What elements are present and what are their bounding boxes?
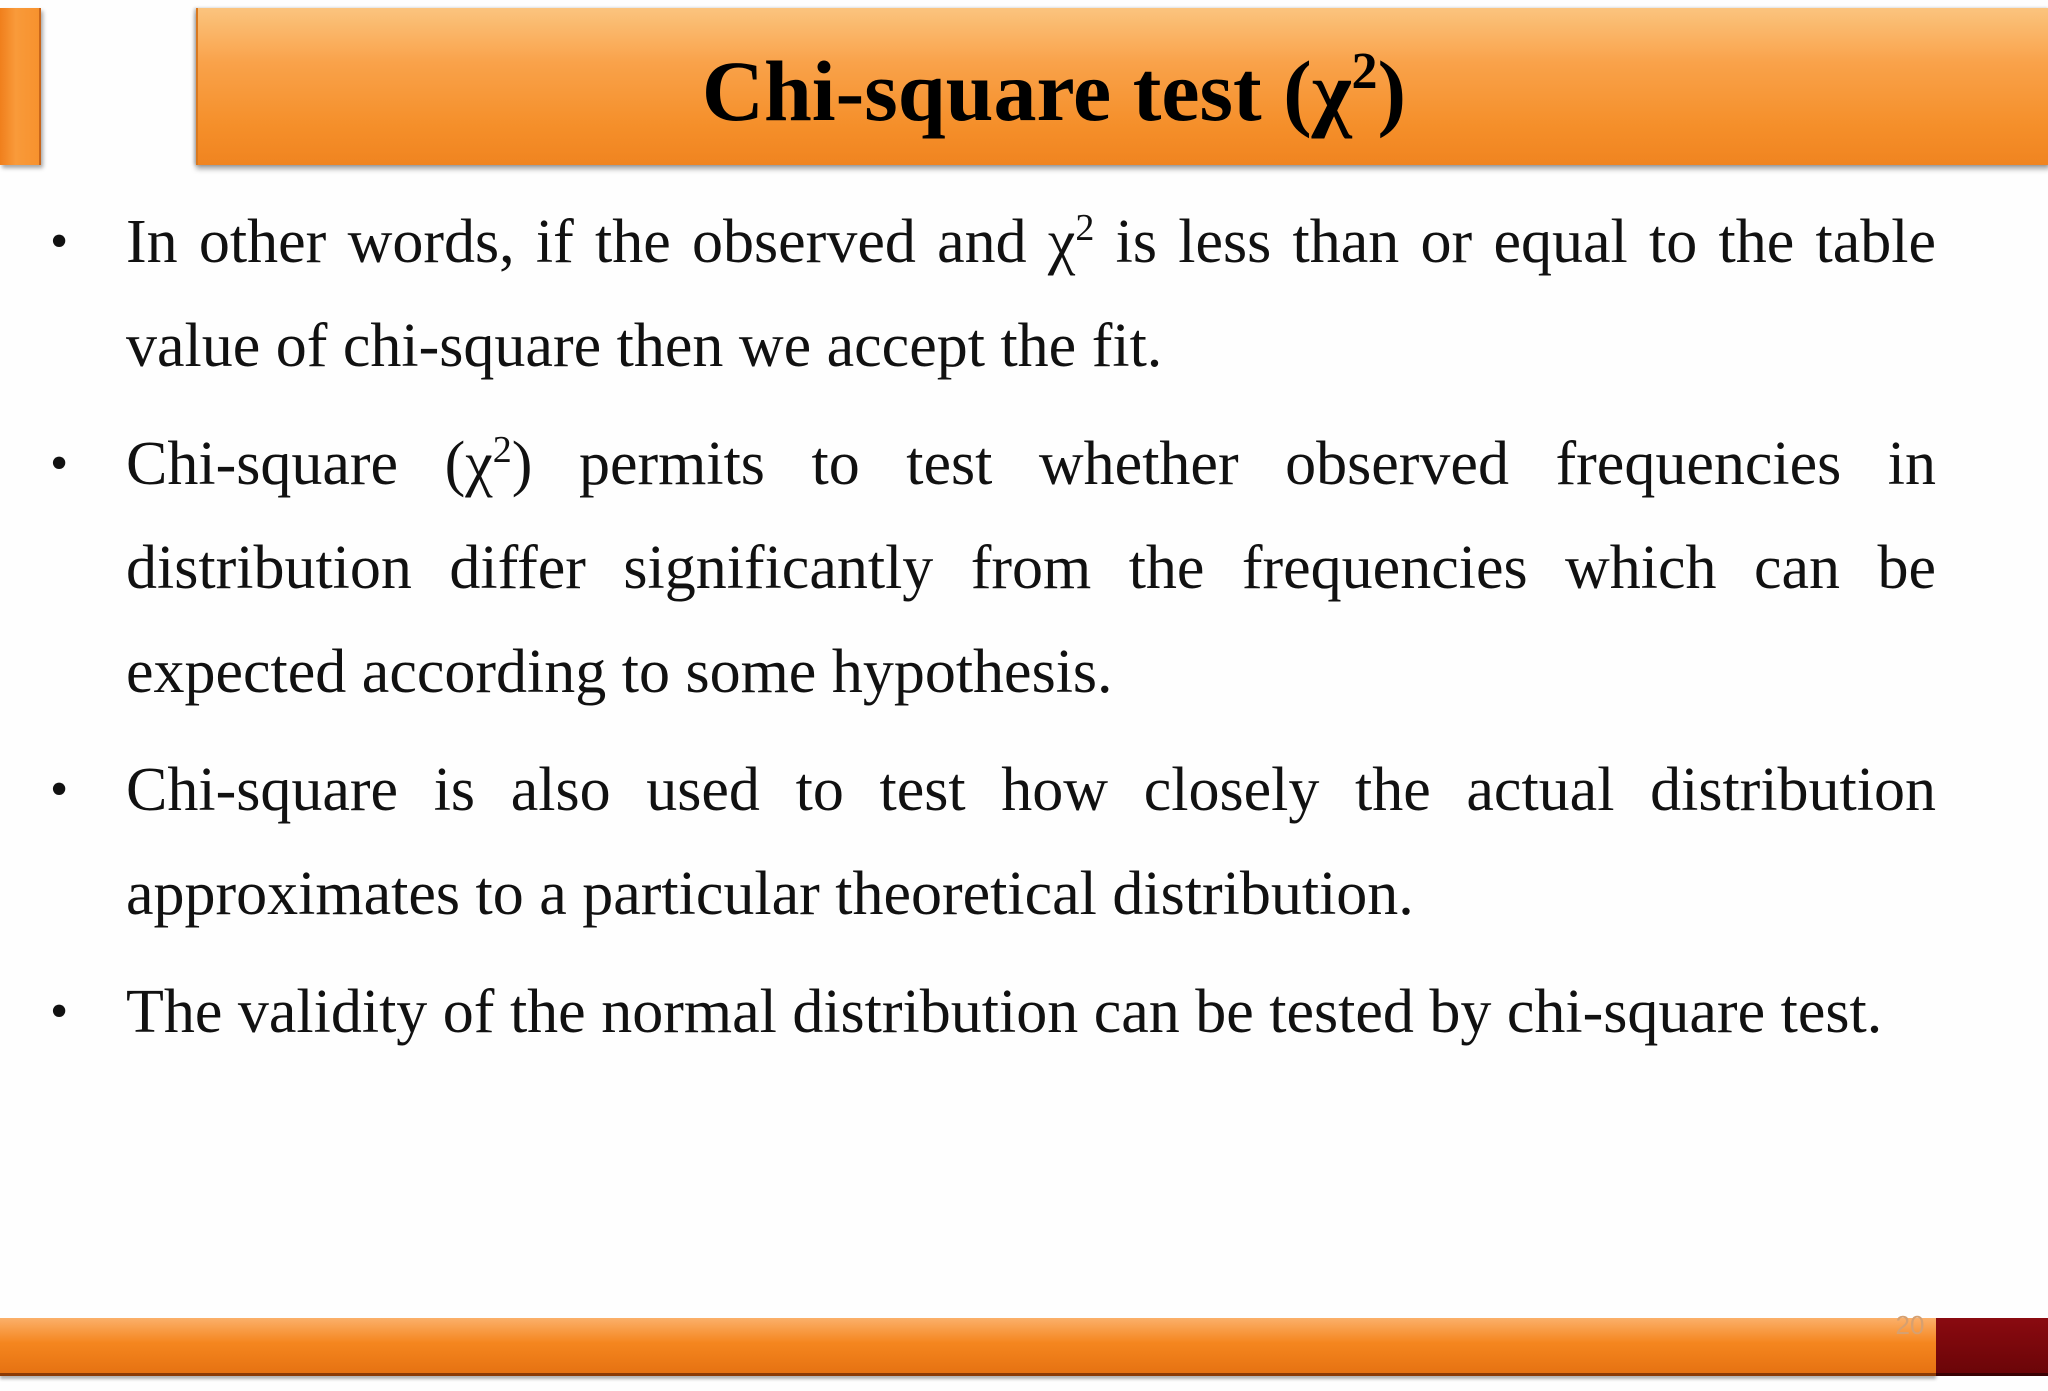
bullet-item-3 <box>50 738 1936 946</box>
bullet-item-2 <box>50 412 1936 724</box>
footer-bar <box>0 1318 1936 1376</box>
bullet-superscript: 2 <box>1075 207 1095 249</box>
bullet-item-1 <box>50 190 1936 398</box>
title-bar <box>196 8 2048 165</box>
bullet-dot: • <box>50 213 69 270</box>
bullet-superscript: 2 <box>492 429 512 471</box>
bullet-list <box>50 190 1936 1078</box>
footer-dark-block <box>1936 1318 2048 1376</box>
bullet-text-post: ) permits to test whether observed frequencies in distribution differ significantly from the frequencies which can be expected according to some hypothesis. <box>126 430 1937 706</box>
bullet-text-post: is less than or equal to the table value of chi-square then we accept the fit. <box>126 208 1936 380</box>
slide-title-superscript: 2 <box>1351 43 1378 100</box>
page-number: 20 <box>1895 1310 1925 1340</box>
bullet-dot: • <box>50 983 69 1040</box>
bullet-dot: • <box>50 435 69 492</box>
left-accent-tab <box>0 8 41 165</box>
slide-title-close: ) <box>1377 43 1407 139</box>
slide-title <box>198 43 2048 139</box>
bullet-dot: • <box>50 761 69 818</box>
bullet-item-4 <box>50 960 1936 1064</box>
bullet-text-pre: Chi-square is also used to test how closely the actual distribution approximates to a particular theoretical distribution. <box>126 756 1936 928</box>
slide-title-text: Chi-square test (χ <box>701 43 1352 139</box>
bullet-text-pre: In other words, if the observed and χ <box>126 208 1076 276</box>
bullet-text-pre: The validity of the normal distribution can be tested by chi-square test. <box>126 978 1883 1046</box>
bullet-text-pre: Chi-square (χ <box>126 430 493 498</box>
